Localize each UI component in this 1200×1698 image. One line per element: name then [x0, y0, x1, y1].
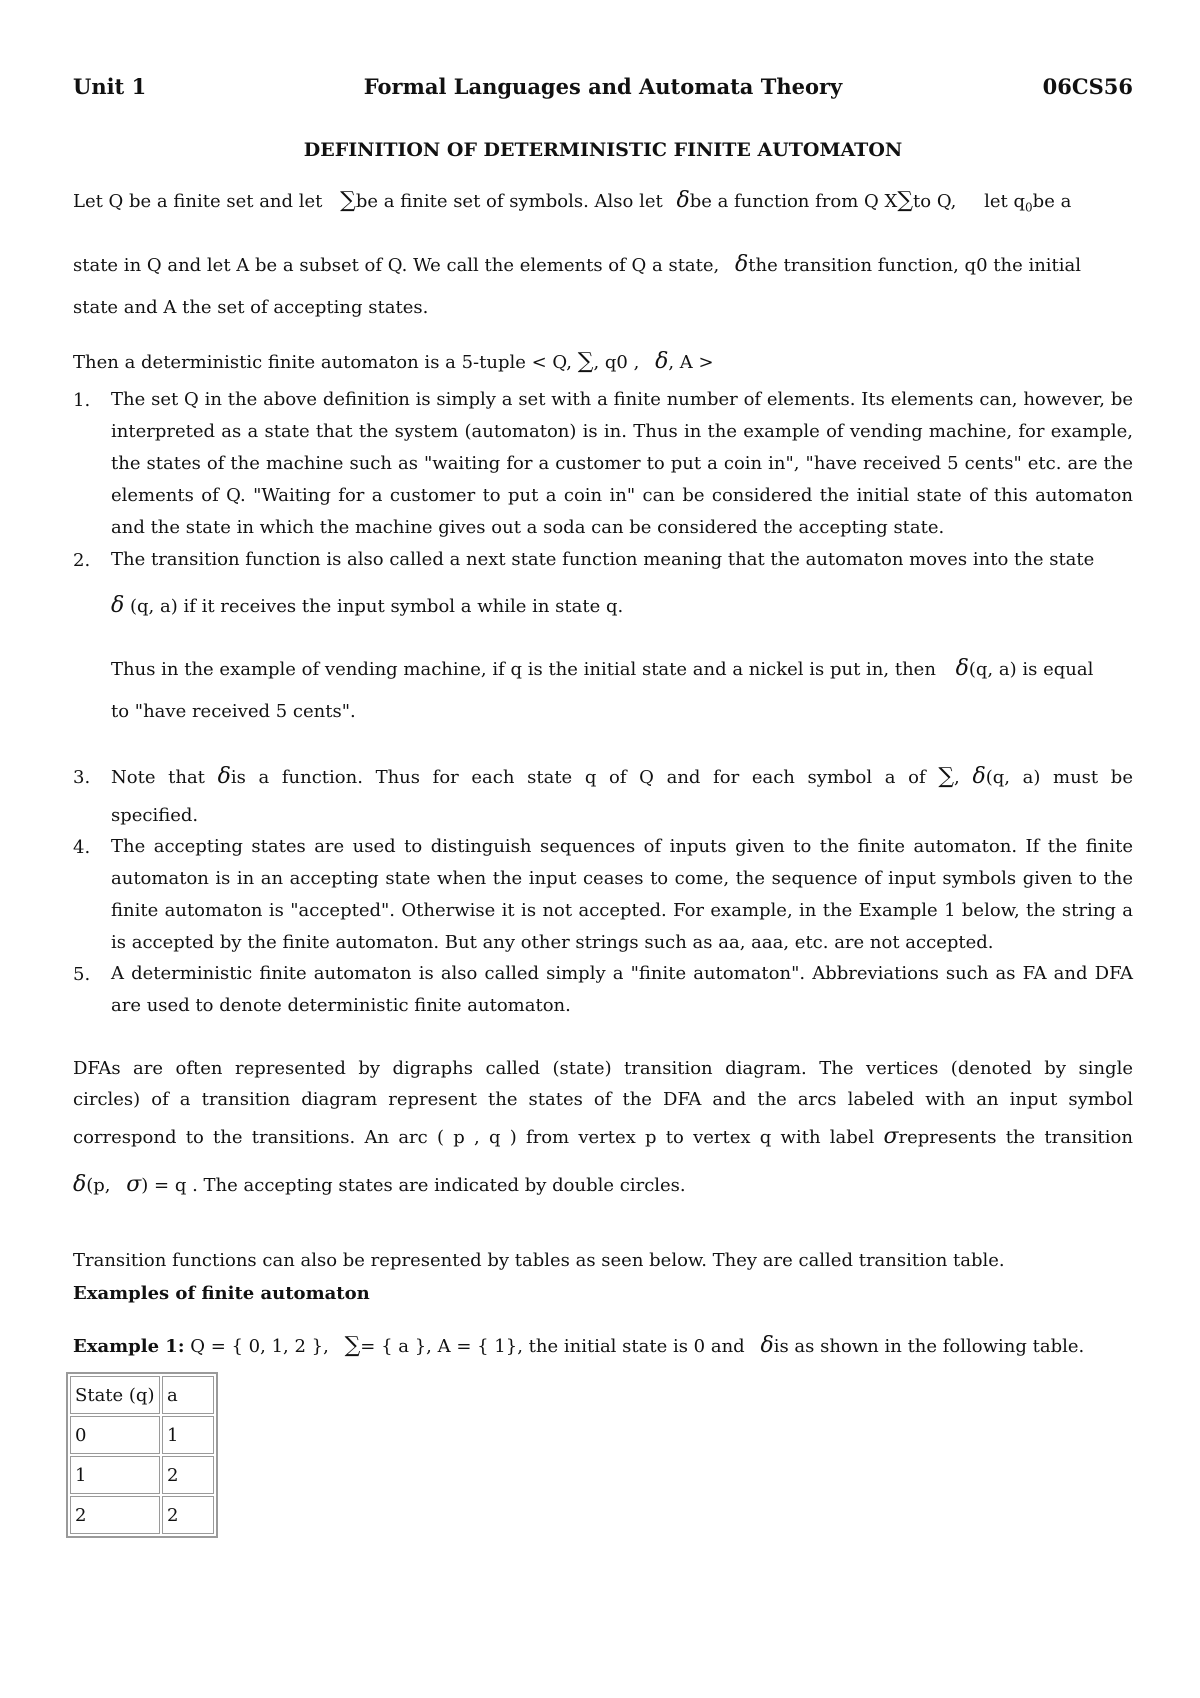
intro-line-3: state and A the set of accepting states.	[73, 297, 429, 318]
table-cell: 1	[70, 1456, 160, 1494]
list-item-text: A deterministic finite automaton is also called simply a "finite automaton". Abbreviations such as FA and DFA are used to denote deterministic finite automaton.	[111, 963, 1133, 1016]
list-number: 1.	[73, 390, 91, 411]
examples-heading: Examples of finite automaton	[73, 1283, 370, 1304]
sigma-lower-symbol: σ	[126, 1172, 142, 1197]
list-item-text: The set Q in the above definition is simply a set with a finite number of elements. Its elements can, however, be interpreted as a state that the system (automaton) is in. Thus in the example of vending machine, for example, the states of the machine such as "waiting for a customer to put a coin in", "have received 5 cents" etc. are the elements of Q. "Waiting for a customer to put a coin in" can be considered the initial state of this automaton and the state in which the machine gives out a soda can be considered the accepting state.	[111, 389, 1133, 538]
list-number: 3.	[73, 767, 91, 788]
sigma-symbol: ∑	[938, 764, 955, 789]
delta-symbol: δ	[955, 656, 969, 681]
table-cell: 1	[162, 1416, 214, 1454]
dfa-para-line-1: DFAs are often represented by digraphs called (state) transition diagram. The vertices (denoted by single	[73, 1058, 1133, 1079]
table-cell: 0	[70, 1416, 160, 1454]
table-row	[70, 1496, 214, 1534]
delta-symbol: δ	[217, 764, 231, 789]
list-item-text: The transition function is also called a next state function meaning that the automaton moves into the state	[111, 549, 1095, 570]
tables-paragraph: Transition functions can also be represented by tables as seen below. They are called transition table.	[73, 1250, 1005, 1271]
course-title: Formal Languages and Automata Theory	[363, 74, 843, 99]
course-code: 06CS56	[1042, 74, 1133, 99]
sigma-symbol: ∑	[577, 349, 594, 374]
sigma-symbol: ∑	[344, 1333, 361, 1358]
intro-line-1: Let Q be a finite set and let ∑be a finite set of symbols. Also let δbe a function from Q X∑to Q, let $q_0be$ a	[73, 188, 1072, 215]
delta-symbol: δ	[73, 1172, 87, 1197]
list-item-text: The accepting states are used to distinguish sequences of inputs given to the finite automaton. If the finite automaton is in an accepting state when the input ceases to come, the sequence of input symbols given to the finite automaton is "accepted". Otherwise it is not accepted. For example, in the Example 1 below, the string a is accepted by the finite automaton. But any other strings such as aa, aaa, etc. are not accepted.	[111, 836, 1133, 953]
table-row	[70, 1416, 214, 1454]
list-number: 4.	[73, 837, 91, 858]
page-header	[73, 74, 1133, 106]
dfa-para-line-2: circles) of a transition diagram represent the states of the DFA and the arcs labeled with an input symbol	[73, 1089, 1133, 1110]
list-item-text: (q, a) if it receives the input symbol a while in state q.	[129, 596, 624, 617]
list-number: 2.	[73, 550, 91, 571]
sigma-symbol: ∑	[340, 188, 356, 213]
sigma-symbol: ∑	[897, 188, 914, 213]
table-cell: 2	[70, 1496, 160, 1534]
delta-symbol: δ	[676, 188, 690, 213]
delta-symbol: δ	[111, 593, 125, 618]
table-header-row	[70, 1376, 214, 1414]
list-item-text: to "have received 5 cents".	[111, 701, 356, 722]
example-label: Example 1:	[73, 1336, 185, 1357]
table-cell: 2	[162, 1496, 214, 1534]
document-page: Unit 1 Formal Languages and Automata Theory 06CS56 DEFINITION OF DETERMINISTIC FINITE AUTOMATON Let Q be a finite set and let ∑be a finite set of symbols. Also let δbe a function from Q X∑to Q, let $q_0be$ a state in Q and let A be a subset of Q. We call the elements of Q a state, δthe transition function, q0 the initial state and A the set of accepting states. Then a deterministic finite automaton is a 5-tuple < Q, ∑, q0 , δ, A > 1. The set Q in the above definition is simply a set with a finite number of elements. Its elements can, however, be interpreted as a state that the system (automaton) is in. Thus in the example of vending machine, for example, the states of the machine such as "waiting for a customer to put a coin in", "have received 5 cents" etc. are the elements of Q. "Waiting for a customer to put a coin in" can be considered the initial state of this automaton and the state in which the machine gives out a soda can be considered the accepting state. 2. The transition function is also called a next state function meaning that the automaton moves into the state δ (q, a) if it receives the input symbol a while in state q. Thus in the example of vending machine, if q is the initial state and a nickel is put in, then δ(q, a) is equal to "have received 5 cents". 3. Note that δis a function. Thus for each state q of Q and for each symbol a of ∑, δ(q, a) must be specified. 4. The accepting states are used to distinguish sequences of inputs given to the finite automaton. If the finite automaton is in an accepting state when the input ceases to come, the sequence of input symbols given to the finite automaton is "accepted". Otherwise it is not accepted. For example, in the Example 1 below, the string a is accepted by the finite automaton. But any other strings such as aa, aaa, etc. are not accepted. 5. A deterministic finite automaton is also called simply a "finite automaton". Abbreviations such as FA and DFA are used to denote deterministic finite automaton. DFAs are often represented by digraphs called (state) transition diagram. The vertices (denoted by single circles) of a transition diagram represent the states of the DFA and the arcs labeled with an input symbol correspond to the transitions. An arc ( p , q ) from vertex p to vertex q with label σrepresents the transition δ(p, σ) = q . The accepting states are indicated by double circles. Transition functions can also be represented by tables as seen below. They are called transition table. Examples of finite automaton Example 1: Q = { 0, 1, 2 }, ∑= { a }, A = { 1}, the initial state is 0 and δis as shown in the following table. State (q) a 0 1 1 2 2 2	[0, 0, 1200, 1698]
transition-table	[66, 1372, 218, 1538]
unit-label: Unit 1	[73, 74, 147, 99]
table-cell: 2	[162, 1456, 214, 1494]
dfa-para-line-3: correspond to the transitions. An arc ( p , q ) from vertex p to vertex q with label σrepresents the transition	[73, 1124, 1133, 1149]
intro-line-2: state in Q and let A be a subset of Q. We call the elements of Q a state, δthe transition function, q0 the initial	[73, 252, 1082, 277]
section-title: DEFINITION OF DETERMINISTIC FINITE AUTOMATON	[303, 139, 903, 161]
delta-symbol: δ	[760, 1333, 774, 1358]
delta-symbol: δ	[972, 764, 986, 789]
tuple-line: Then a deterministic finite automaton is a 5-tuple < Q, ∑, q0 , δ, A >	[73, 349, 714, 374]
list-number: 5.	[73, 964, 91, 985]
column-header: State (q)	[70, 1376, 160, 1414]
column-header: a	[162, 1376, 214, 1414]
list-item-text: specified.	[111, 805, 199, 826]
delta-symbol: δ	[735, 252, 749, 277]
example-1-line: Example 1: Q = { 0, 1, 2 }, ∑= { a }, A = { 1}, the initial state is 0 and δis as shown in the following table.	[73, 1333, 1085, 1358]
delta-symbol: δ	[655, 349, 669, 374]
table-row	[70, 1456, 214, 1494]
list-item-text: (q, a) is equal	[968, 659, 1094, 680]
list-item-text: Thus in the example of vending machine, if q is the initial state and a nickel is put in, then	[111, 659, 936, 680]
sigma-lower-symbol: σ	[883, 1124, 899, 1149]
dfa-para-line-4: δ(p, σ) = q . The accepting states are indicated by double circles.	[73, 1172, 686, 1197]
